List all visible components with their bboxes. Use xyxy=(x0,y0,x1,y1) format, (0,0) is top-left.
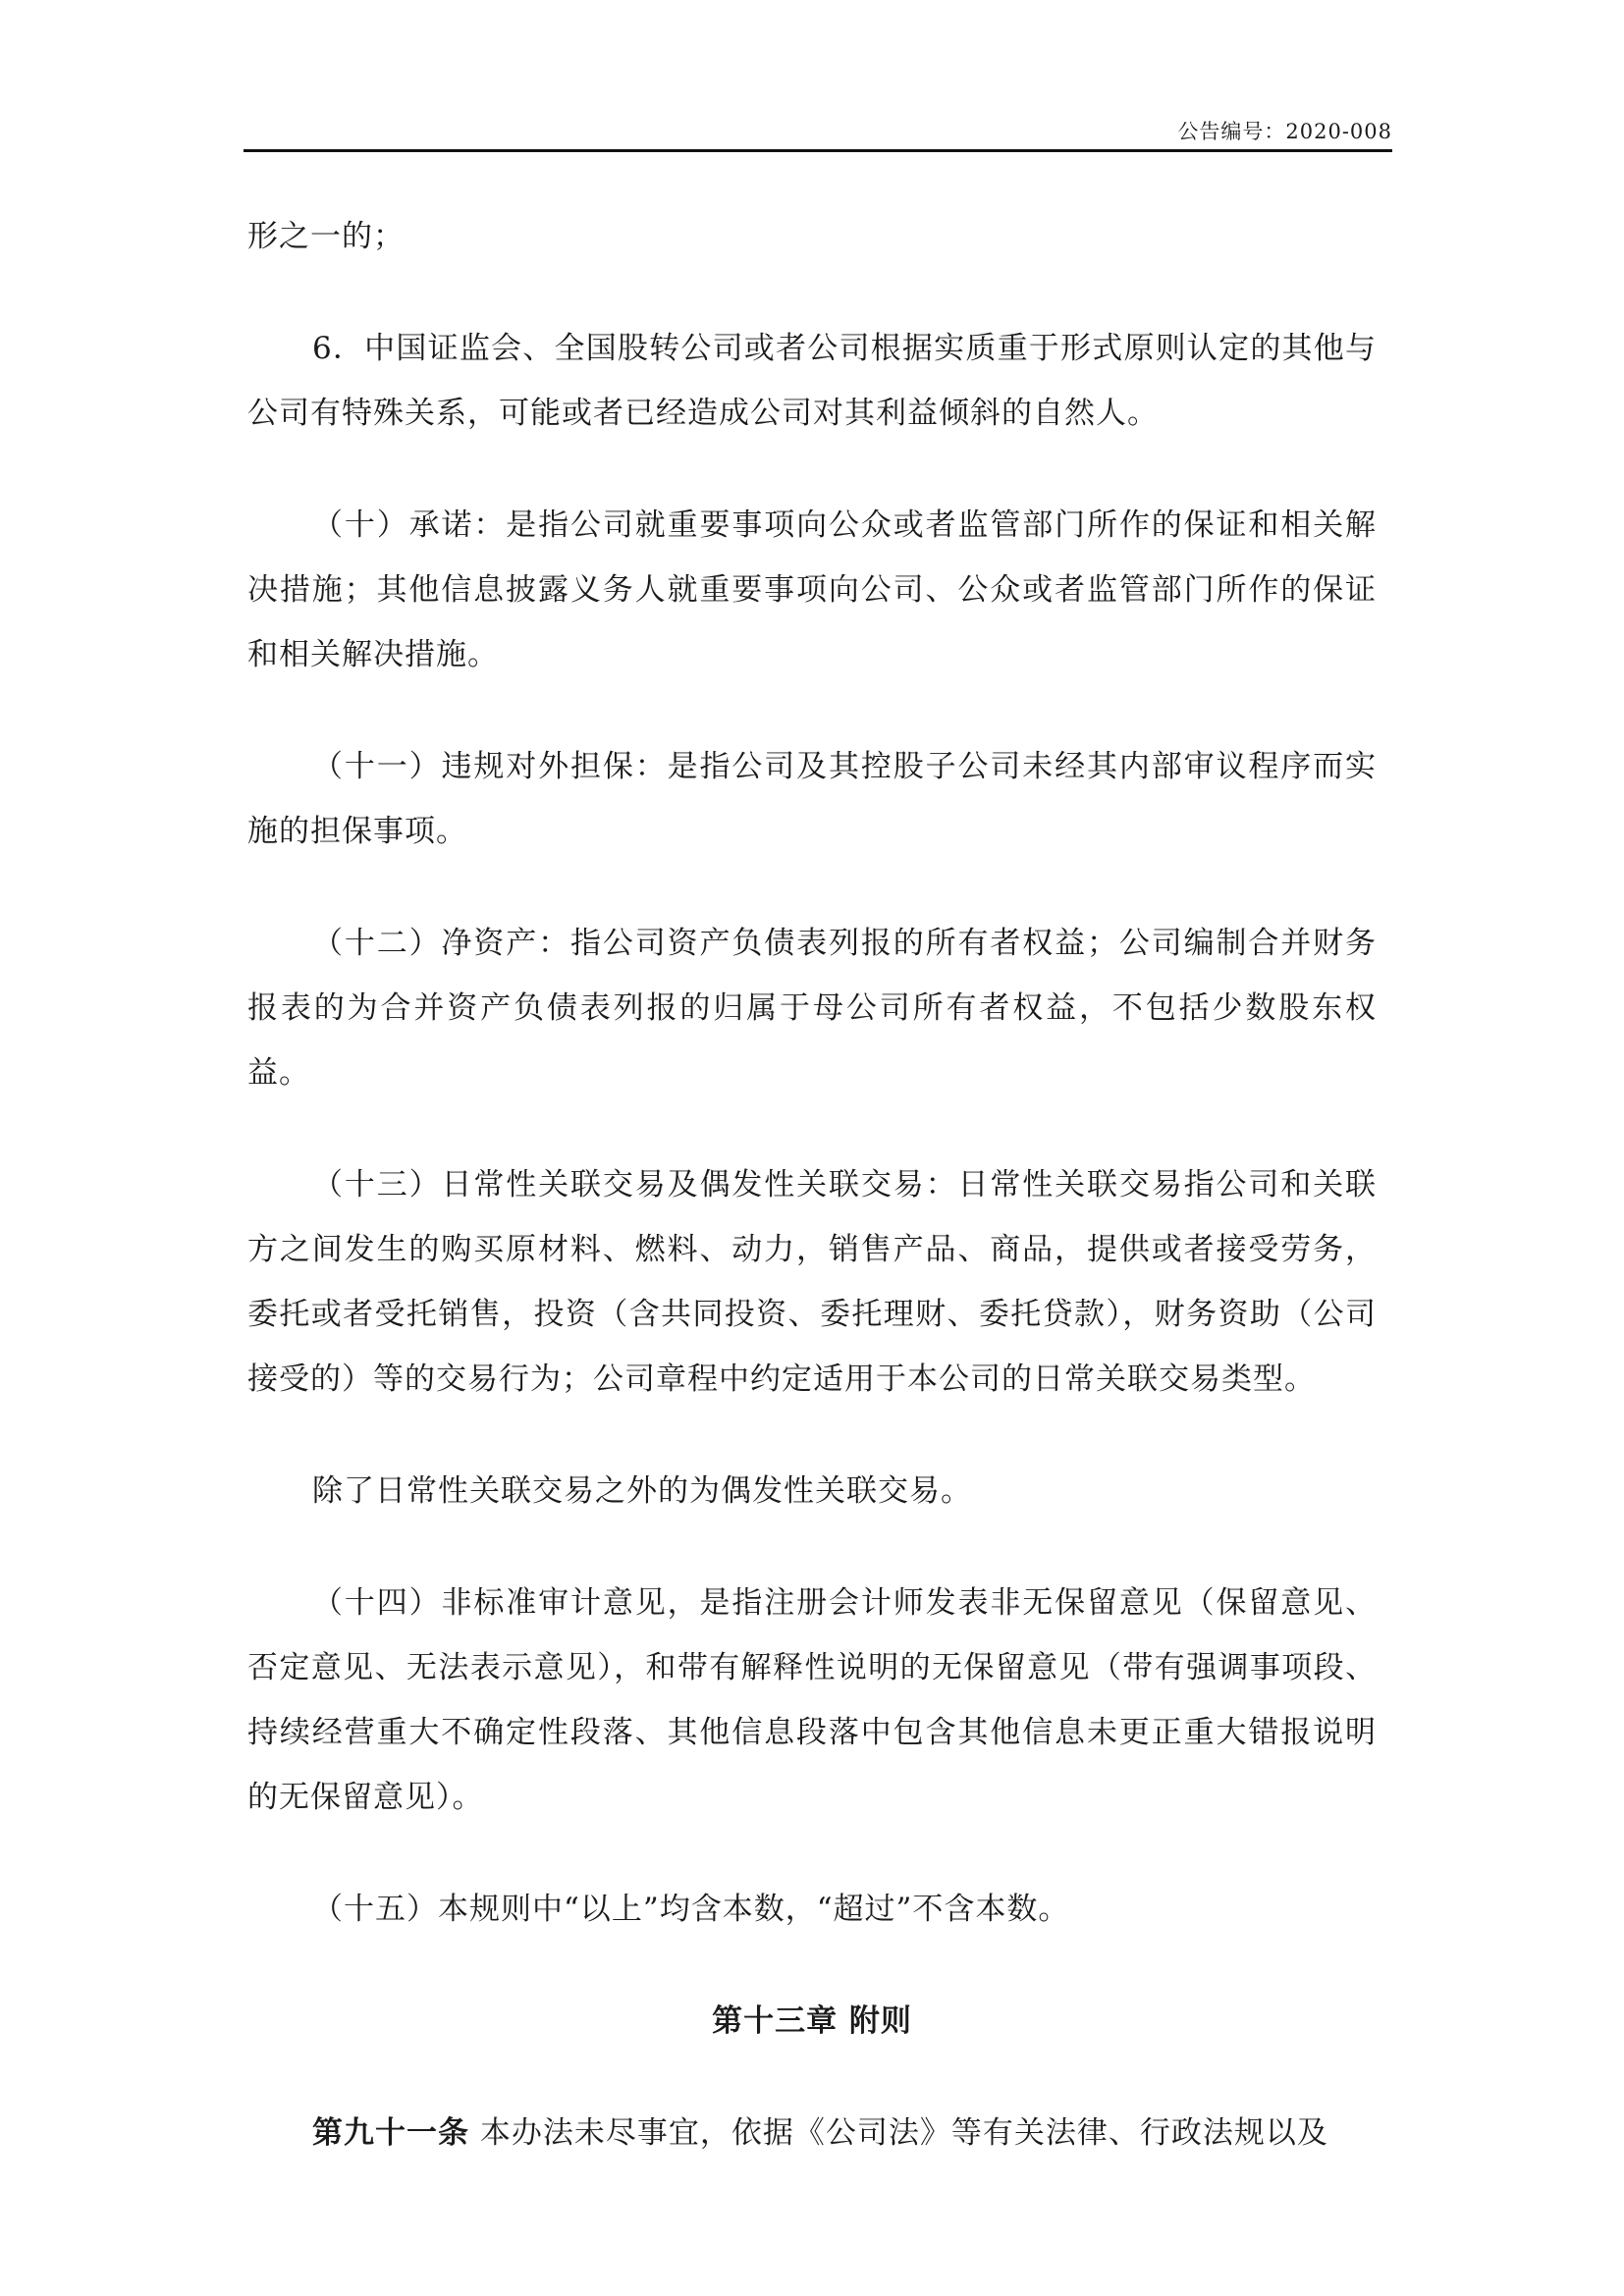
article-text: 本办法未尽事宜，依据《公司法》等有关法律、行政法规以及 xyxy=(469,2115,1328,2151)
paragraph-net-assets: （十二）净资产：指公司资产负债表列报的所有者权益；公司编制合并财务报表的为合并资产负债表列报的归属于母公司所有者权益，不包括少数股东权益。 xyxy=(247,926,1377,1091)
article-label: 第九十一条 xyxy=(312,2115,469,2151)
paragraph-occasional-transactions: 除了日常性关联交易之外的为偶发性关联交易。 xyxy=(312,1473,972,1509)
paragraph-commitment: （十）承诺：是指公司就重要事项向公众或者监管部门所作的保证和相关解决措施；其他信息披露义务人就重要事项向公司、公众或者监管部门所作的保证和相关解决措施。 xyxy=(247,507,1377,672)
paragraph-related-transactions: （十三）日常性关联交易及偶发性关联交易：日常性关联交易指公司和关联方之间发生的购买原材料、燃料、动力，销售产品、商品，提供或者接受劳务，委托或者受托销售，投资（含共同投资、委托理财、委托贷款），财务资助（公司接受的）等的交易行为；公司章程中约定适用于本公司的日常关联交易类型。 xyxy=(247,1167,1377,1397)
paragraph-illegal-guarantee: （十一）违规对外担保：是指公司及其控股子公司未经其内部审议程序而实施的担保事项。 xyxy=(247,749,1377,849)
paragraph-continuation: 形之一的； xyxy=(247,219,405,254)
article-91 xyxy=(247,2101,1377,2165)
paragraph-non-standard-audit: （十四）非标准审计意见，是指注册会计师发表非无保留意见（保留意见、否定意见、无法表示意见），和带有解释性说明的无保留意见（带有强调事项段、持续经营重大不确定性段落、其他信息段落中包含其他信息未更正重大错报说明的无保留意见）。 xyxy=(247,1585,1377,1815)
paragraph-counting-rule: （十五）本规则中“以上”均含本数，“超过”不含本数。 xyxy=(312,1892,1070,1927)
paragraph-item-6: 6．中国证监会、全国股转公司或者公司根据实质重于形式原则认定的其他与公司有特殊关系，可能或者已经造成公司对其利益倾斜的自然人。 xyxy=(247,331,1377,431)
header-divider xyxy=(244,149,1392,152)
chapter-title: 第十三章 附则 xyxy=(712,2003,912,2039)
document-body xyxy=(247,204,1377,2213)
announcement-number: 公告编号：2020-008 xyxy=(1177,120,1392,143)
